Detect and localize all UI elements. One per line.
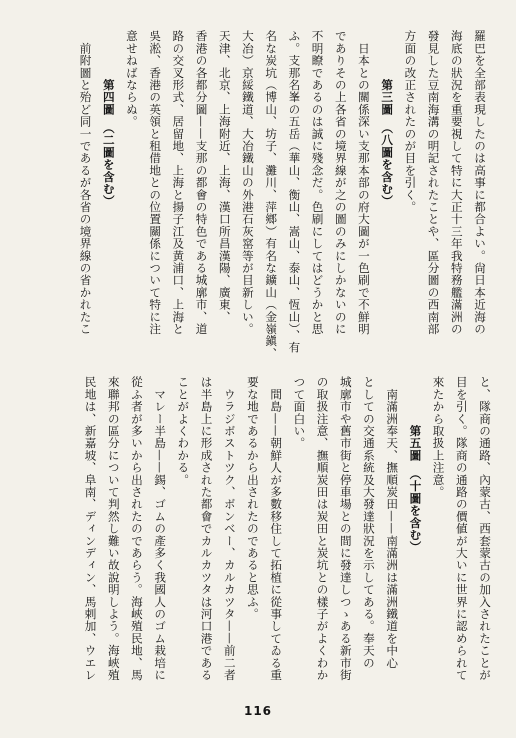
page-number: 116 [243, 704, 273, 718]
text-line: としての交通系統及大發達狀況を示してある。奉天の [361, 376, 376, 669]
text-line: ふ。支那名峯の五岳（華山、衡山、嵩山、泰山、恆山）、有 [287, 30, 302, 354]
text-line: の取扱注意、撫順炭田は炭田と炭坑との樣子がよくわか [315, 376, 330, 681]
text-line: は半島上に形成された都會でカルカツタは河口港である [199, 376, 214, 681]
text-line: 吳淞、香港の英領と租借地との位置關係について特に注 [148, 30, 163, 335]
lower-text-block [78, 376, 496, 688]
text-line: 城廓市や舊市街と停車場との間に發達しつゝある新市街 [338, 376, 353, 681]
text-line: 發見した豆南海溝の明記されたことや、區分圖の西南部 [426, 30, 441, 335]
text-line: 來たから取扱上注意。 [431, 376, 446, 498]
text-line: 不明瞭であるのは誠に殘念だ。色刷にしてはどうかと思 [310, 30, 325, 335]
text-line: 名な炭坑（博山、坊子、灘川、萍鄉）有名な鑛山（金嶺鎭、 [264, 30, 279, 360]
text-line: 大冶）京綏鐵道、大冶鐵山の外港石灰窰等が目新しい。 [240, 30, 255, 335]
section-heading: 第四圖 （二圖を含む） [101, 30, 116, 208]
text-line: 路の交叉形式、居留地、上海と揚子江及黄浦口、上海と [171, 30, 186, 335]
text-line: 間島——朝鮮人が多數移住して拓植に從事してゐる重 [269, 376, 284, 681]
text-line: 羅巴を全部表現したのは高事に都合よい。尙日本近海の [473, 30, 487, 335]
text-line: でありその上各省の境界線が之の圖のみにしかないのに [333, 30, 348, 335]
text-line: 香港の各都分圖——支那の都會の特色である城廓市、道 [194, 30, 209, 335]
upper-text-block [73, 30, 491, 360]
text-line: 意せねばならぬ。 [124, 30, 139, 128]
text-line: 目を引く。隊商の通路の價値が大いに世界に認められて [454, 376, 469, 681]
text-line: 方面の改正されたのが目を引く。 [403, 30, 418, 213]
text-line: 海底の狀況を重要視して特に大正十三年我特務艦滿洲の [449, 30, 464, 335]
text-line: ことがよくわかる。 [176, 376, 191, 486]
text-line: マレー半島——錫、ゴムの產多く我國人のゴム栽培に [153, 376, 168, 681]
text-line: 從ふ者が多いから出されたのであらう。海峽殖民地、馬 [129, 376, 144, 681]
text-line: 日本との關係深い支那本部の府大圖が一色刷で不鮮明 [356, 30, 371, 335]
text-line: 要な地であるから出されたのであると思ふ。 [245, 376, 260, 620]
text-line: 南滿洲奉天、撫順炭田——南滿洲は滿洲鐵道を中心 [385, 376, 400, 669]
text-line: 來聯邦の區分について判然し難い故說明しよう。海峽殖 [106, 376, 121, 681]
text-line: 天津、北京、上海附近、上海、漢口所昌漢陽、廣東、 [217, 30, 232, 323]
text-line: つて面白い。 [292, 376, 307, 450]
section-heading: 第五圖 （十圖を含む） [408, 376, 423, 554]
section-heading: 第三圖 （八圖を含む） [380, 30, 395, 208]
text-line: ウラジボストツク、ボンベー、カルカツタ——前二者 [222, 376, 237, 681]
text-line: 前附圖と殆ど同一であるが各省の境界線の省かれたこ [78, 30, 93, 335]
text-line: と、隊商の通路、內蒙古、西套蒙古の加入されたことが [478, 376, 492, 681]
text-line: 民地は、新嘉坡、阜南、ディンディン、馬剌加、ウエレ [83, 376, 98, 681]
